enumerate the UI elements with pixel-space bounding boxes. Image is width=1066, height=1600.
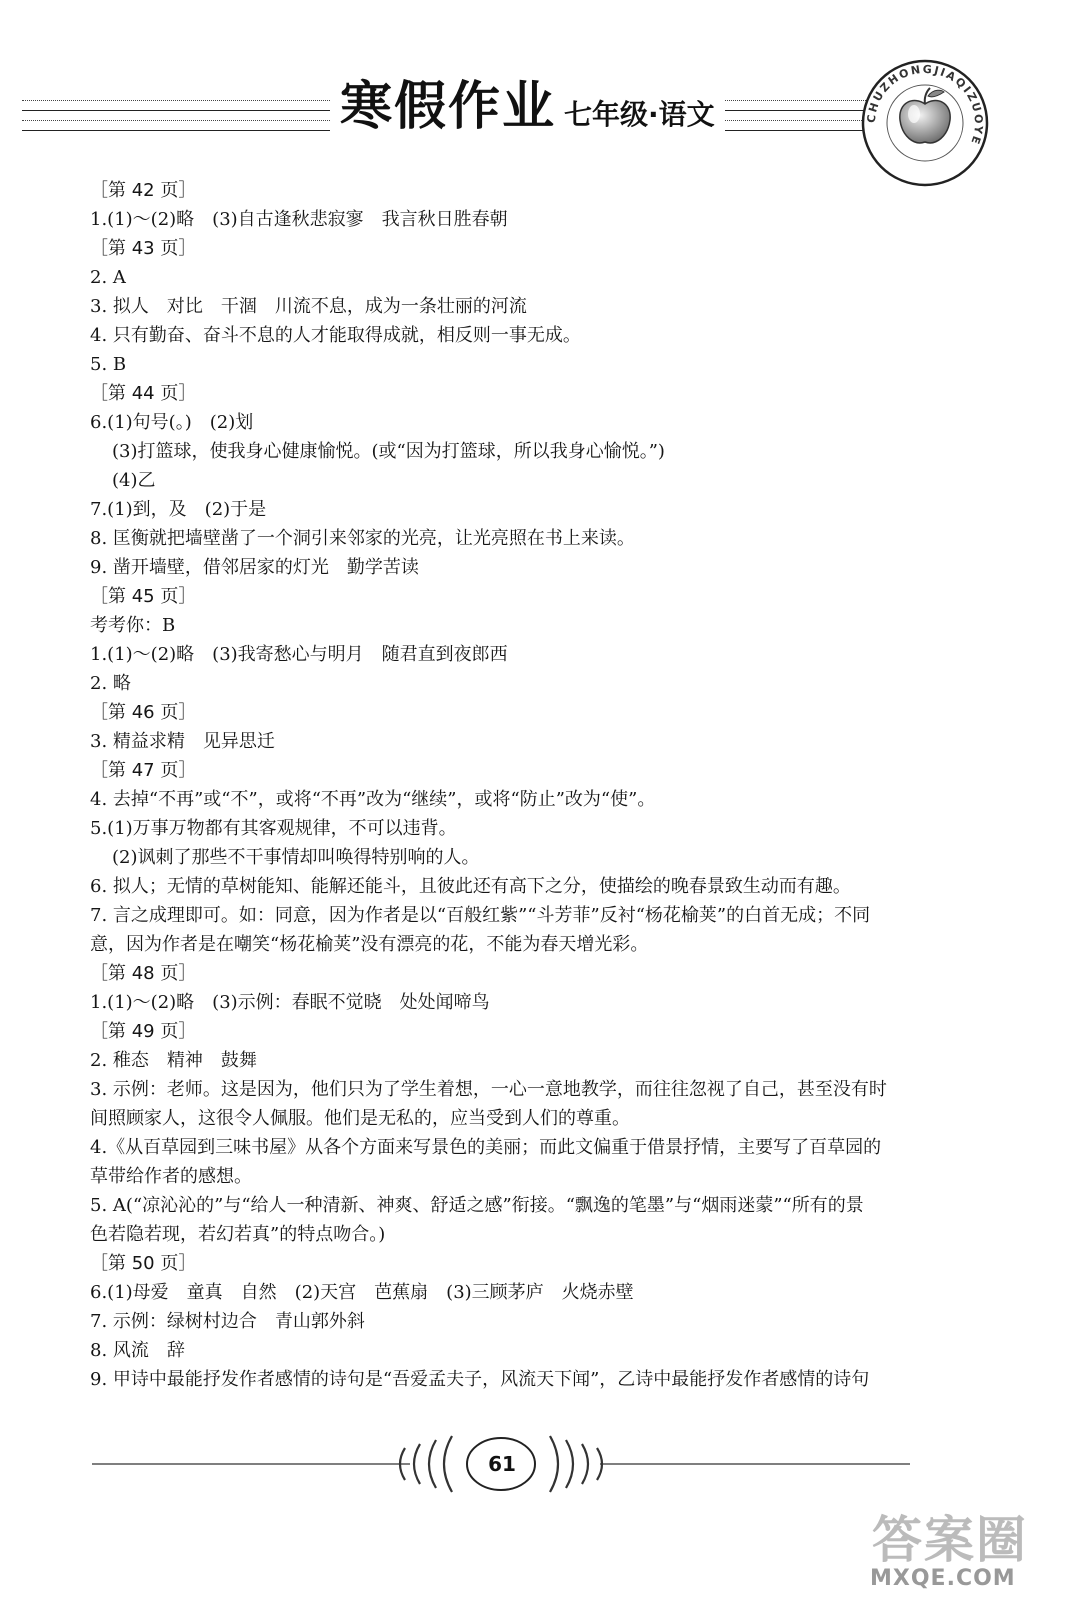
answer-line: 8. 匡衡就把墙壁凿了一个洞引来邻家的光亮，让光亮照在书上来读。 [90, 528, 635, 549]
answer-line: 意，因为作者是在嘲笑“杨花榆荚”没有漂亮的花，不能为春天增光彩。 [90, 934, 649, 955]
answer-line: 色若隐若现，若幻若真”的特点吻合。) [90, 1224, 386, 1245]
header-title-group [330, 72, 725, 142]
answer-line: 5. A(“凉沁沁的”与“给人一种清新、神爽、舒适之感”衔接。“飘逸的笔墨”与“烟雨迷蒙”“所有的景 [90, 1195, 864, 1216]
answer-line: 9. 甲诗中最能抒发作者感情的诗句是“吾爱孟夫子，风流天下闻”，乙诗中最能抒发作者感情的诗句 [90, 1369, 870, 1390]
answer-line: 草带给作者的感想。 [90, 1166, 252, 1187]
answer-line: 2. A [90, 267, 126, 288]
apple-logo-badge-icon [860, 58, 990, 188]
answer-line: 3. 拟人 对比 干涸 川流不息，成为一条壮丽的河流 [90, 296, 527, 317]
page-header [0, 0, 1066, 175]
page-section-header: ［第 47 页］ [90, 760, 197, 781]
answer-line: (3)打篮球，使我身心健康愉悦。(或“因为打篮球，所以我身心愉悦。”) [112, 441, 665, 462]
answer-line: 1.(1)～(2)略 (3)自古逢秋悲寂寥 我言秋日胜春朝 [90, 209, 508, 230]
page-section-header: ［第 50 页］ [90, 1253, 197, 1274]
answer-line: 7. 示例：绿树村边合 青山郭外斜 [90, 1311, 365, 1332]
answer-line: 7. 言之成理即可。如：同意，因为作者是以“百般红紫”“斗芳菲”反衬“杨花榆荚”的白首无成；不同 [90, 905, 871, 926]
answer-line: 6.(1)句号(。) (2)划 [90, 412, 254, 433]
page-section-header: ［第 49 页］ [90, 1021, 197, 1042]
answer-line: 2. 稚态 精神 鼓舞 [90, 1050, 257, 1071]
answer-line: 5.(1)万事万物都有其客观规律，不可以违背。 [90, 818, 457, 839]
answer-line: 间照顾家人，这很令人佩服。他们是无私的，应当受到人们的尊重。 [90, 1108, 630, 1129]
answer-line: (4)乙 [112, 470, 156, 491]
page-section-header: ［第 48 页］ [90, 963, 197, 984]
watermark-logo: 答案圈 [872, 1511, 1028, 1569]
answer-key-content [90, 176, 970, 1394]
page-section-header: ［第 46 页］ [90, 702, 197, 723]
page-number: 61 [488, 1452, 516, 1476]
answer-line: 6. 拟人；无情的草树能知、能解还能斗，且彼此还有高下之分，使描绘的晚春景致生动而有趣。 [90, 876, 851, 897]
watermark-url: MXQE.COM [870, 1566, 1016, 1591]
svg-text:CHUZHONGJIAQIZUOYE: CHUZHONGJIAQIZUOYE [864, 62, 986, 148]
answer-line: (2)讽刺了那些不干事情却叫唤得特别响的人。 [112, 847, 480, 868]
answer-line: 4. 去掉“不再”或“不”，或将“不再”改为“继续”，或将“防止”改为“使”。 [90, 789, 656, 810]
answer-line: 4. 只有勤奋、奋斗不息的人才能取得成就，相反则一事无成。 [90, 325, 581, 346]
book-subtitle: 七年级·语文 [564, 98, 715, 131]
answer-line: 6.(1)母爱 童真 自然 (2)天宫 芭蕉扇 (3)三顾茅庐 火烧赤壁 [90, 1282, 634, 1303]
answer-line: 考考你：B [90, 615, 176, 636]
page-section-header: ［第 42 页］ [90, 180, 197, 201]
answer-line: 8. 风流 辞 [90, 1340, 185, 1361]
answer-line: 1.(1)～(2)略 (3)我寄愁心与明月 随君直到夜郎西 [90, 644, 508, 665]
answer-line: 3. 精益求精 见异思迁 [90, 731, 275, 752]
page-section-header: ［第 45 页］ [90, 586, 197, 607]
answer-line: 1.(1)～(2)略 (3)示例：春眠不觉晓 处处闻啼鸟 [90, 992, 490, 1013]
answer-line: 9. 凿开墙壁，借邻居家的灯光 勤学苦读 [90, 557, 419, 578]
answer-line: 2. 略 [90, 673, 131, 694]
page-section-header: ［第 43 页］ [90, 238, 197, 259]
answer-line: 7.(1)到，及 (2)于是 [90, 499, 267, 520]
answer-line: 3. 示例：老师。这是因为，他们只为了学生着想，一心一意地教学，而往往忽视了自己，甚至没有时 [90, 1079, 887, 1100]
page-section-header: ［第 44 页］ [90, 383, 197, 404]
book-title: 寒假作业 [340, 77, 557, 137]
answer-line: 5. B [90, 354, 127, 375]
answer-line: 4.《从百草园到三味书屋》从各个方面来写景色的美丽；而此文偏重于借景抒情，主要写了百草园的 [90, 1137, 882, 1158]
